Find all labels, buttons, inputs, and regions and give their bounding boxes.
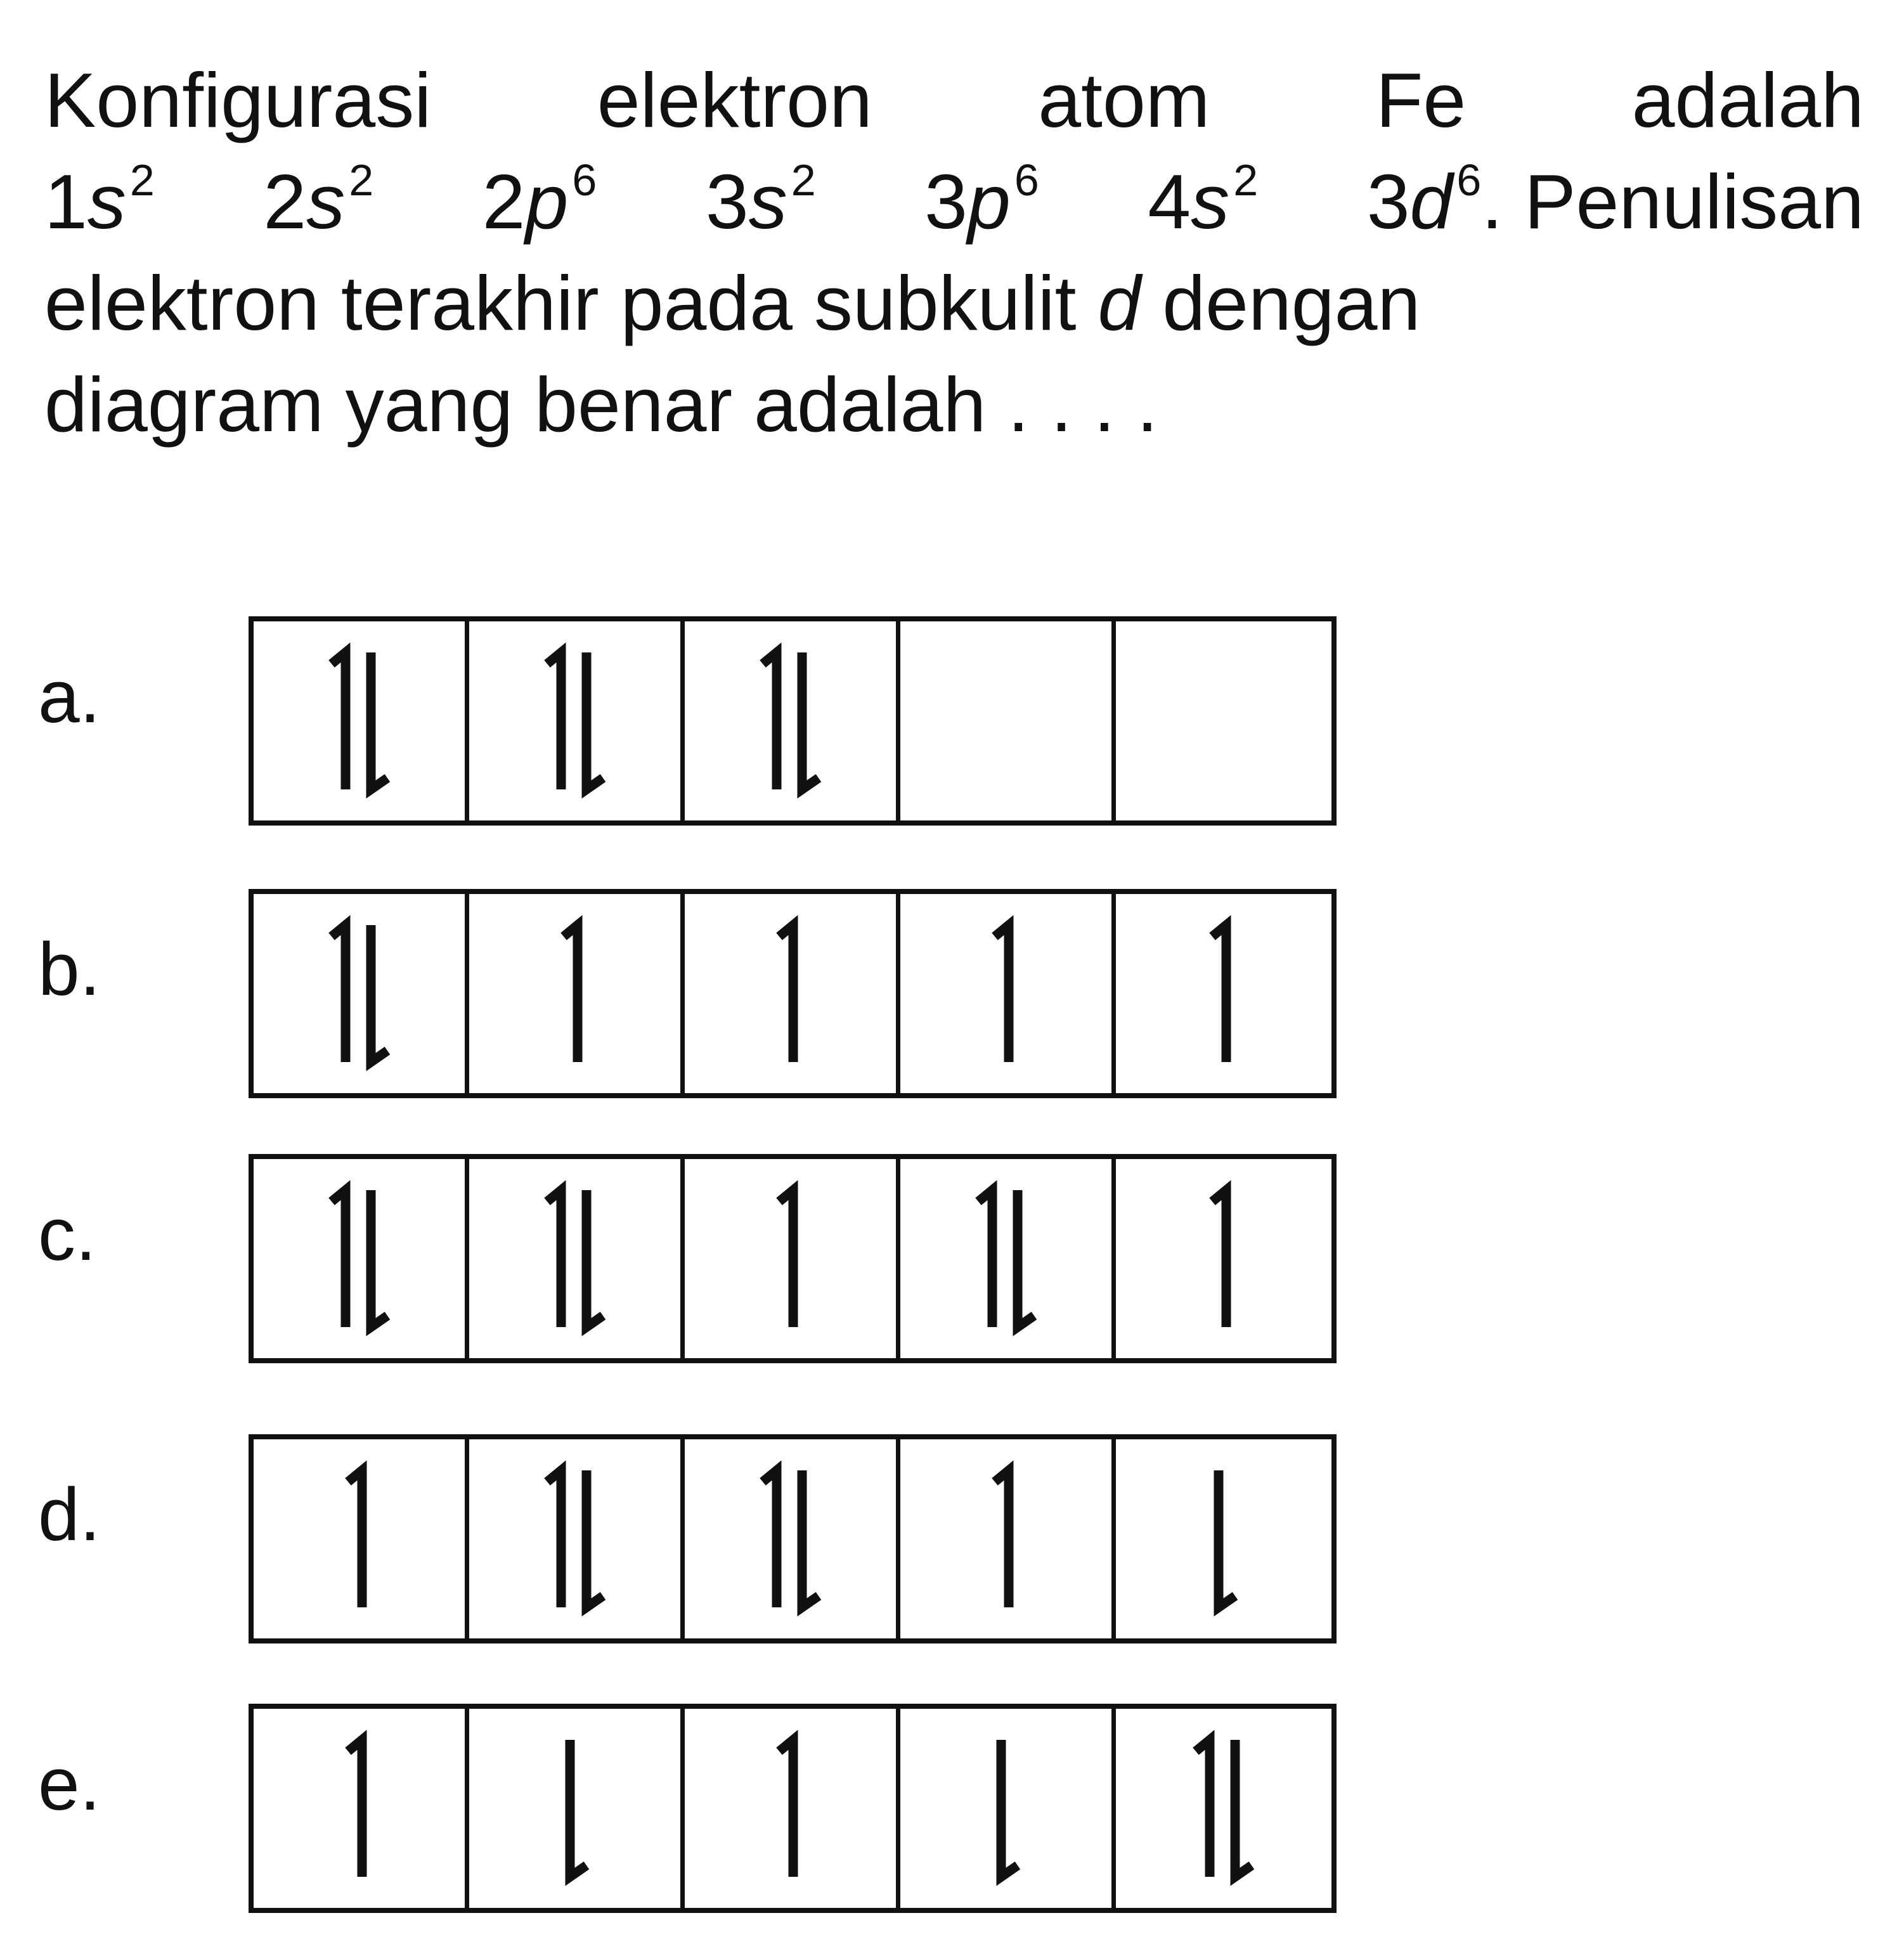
spin-up-arrow-icon bbox=[763, 652, 777, 789]
orbital-spin-icon bbox=[512, 1176, 638, 1341]
word: Konfigurasi bbox=[44, 57, 432, 143]
answer-option[interactable] bbox=[38, 1696, 1370, 1915]
orbital-box bbox=[254, 894, 469, 1093]
orbital-diagram bbox=[249, 1434, 1337, 1643]
orbital-box bbox=[1116, 894, 1331, 1093]
spin-up-arrow-icon bbox=[995, 1470, 1009, 1607]
spin-down-arrow-icon bbox=[586, 652, 603, 789]
orbital-box bbox=[900, 621, 1116, 820]
question-text bbox=[44, 49, 1864, 455]
orbital-box bbox=[469, 1439, 685, 1638]
config-term: $4s^2$ bbox=[1148, 155, 1259, 245]
orbital-box bbox=[469, 1709, 685, 1908]
orbital-box bbox=[685, 621, 900, 820]
electron-configuration bbox=[44, 151, 1864, 252]
spin-up-arrow-icon bbox=[1212, 1190, 1226, 1327]
spin-up-arrow-icon bbox=[348, 1470, 362, 1607]
spin-up-arrow-icon bbox=[779, 925, 793, 1062]
orbital-box bbox=[900, 1439, 1116, 1638]
spin-down-arrow-icon bbox=[802, 652, 819, 789]
spin-up-arrow-icon bbox=[995, 925, 1009, 1062]
orbital-box bbox=[1116, 1439, 1331, 1638]
config-term: $2p^6$ bbox=[482, 155, 597, 245]
orbital-spin-icon bbox=[943, 1726, 1070, 1891]
spin-down-arrow-icon bbox=[371, 925, 387, 1062]
orbital-spin-icon bbox=[727, 638, 854, 803]
orbital-box bbox=[900, 894, 1116, 1093]
orbital-box bbox=[254, 1439, 469, 1638]
option-label: a. bbox=[38, 655, 101, 739]
config-term: $1s^2$ bbox=[44, 155, 155, 245]
spin-up-arrow-icon bbox=[763, 1470, 777, 1607]
spin-down-arrow-icon bbox=[802, 1470, 819, 1607]
spin-up-arrow-icon bbox=[547, 1190, 561, 1327]
orbital-box bbox=[254, 621, 469, 820]
orbital-spin-icon bbox=[943, 911, 1070, 1076]
orbital-box bbox=[254, 1709, 469, 1908]
orbital-spin-icon bbox=[727, 1726, 854, 1891]
orbital-box bbox=[1116, 1709, 1331, 1908]
spin-down-arrow-icon bbox=[371, 652, 387, 789]
spin-up-arrow-icon bbox=[332, 652, 346, 789]
config-term: $3d^6$. Penulisan bbox=[1366, 155, 1864, 245]
orbital-spin-icon bbox=[727, 911, 854, 1076]
orbital-diagram bbox=[249, 1154, 1337, 1363]
orbital-spin-icon bbox=[296, 911, 423, 1076]
orbital-spin-icon bbox=[727, 1176, 854, 1341]
orbital-spin-icon bbox=[943, 638, 1070, 803]
orbital-spin-icon bbox=[1160, 1176, 1287, 1341]
orbital-diagram bbox=[249, 1704, 1337, 1913]
config-term: $3p^6$ bbox=[924, 155, 1039, 245]
spin-down-arrow-icon bbox=[1235, 1740, 1252, 1877]
spin-up-arrow-icon bbox=[564, 925, 578, 1062]
spin-up-arrow-icon bbox=[779, 1190, 793, 1327]
answer-option[interactable] bbox=[38, 881, 1370, 1101]
orbital-box bbox=[469, 621, 685, 820]
word: Fe bbox=[1375, 57, 1467, 143]
orbital-spin-icon bbox=[296, 1456, 423, 1621]
orbital-box bbox=[254, 1159, 469, 1358]
spin-up-arrow-icon bbox=[978, 1190, 992, 1327]
orbital-box bbox=[900, 1159, 1116, 1358]
orbital-box bbox=[469, 1159, 685, 1358]
spin-up-arrow-icon bbox=[348, 1740, 362, 1877]
option-label: d. bbox=[38, 1473, 101, 1557]
spin-up-arrow-icon bbox=[1212, 925, 1226, 1062]
spin-up-arrow-icon bbox=[1196, 1740, 1210, 1877]
orbital-spin-icon bbox=[512, 911, 638, 1076]
question-line-4: diagram yang benar adalah . . . . bbox=[44, 361, 1158, 448]
spin-down-arrow-icon bbox=[586, 1190, 603, 1327]
orbital-box bbox=[685, 1159, 900, 1358]
spin-down-arrow-icon bbox=[586, 1470, 603, 1607]
orbital-spin-icon bbox=[512, 1726, 638, 1891]
orbital-diagram bbox=[249, 616, 1337, 826]
option-label: e. bbox=[38, 1742, 101, 1826]
orbital-spin-icon bbox=[296, 638, 423, 803]
orbital-box bbox=[685, 894, 900, 1093]
orbital-box bbox=[685, 1709, 900, 1908]
question-line-1 bbox=[44, 49, 1864, 151]
word: atom bbox=[1038, 57, 1210, 143]
orbital-spin-icon bbox=[1160, 638, 1287, 803]
spin-up-arrow-icon bbox=[547, 1470, 561, 1607]
spin-down-arrow-icon bbox=[371, 1190, 387, 1327]
spin-up-arrow-icon bbox=[547, 652, 561, 789]
word: elektron bbox=[597, 57, 872, 143]
orbital-box bbox=[1116, 1159, 1331, 1358]
config-term: $2s^2$ bbox=[263, 155, 374, 245]
spin-down-arrow-icon bbox=[1219, 1470, 1235, 1607]
spin-up-arrow-icon bbox=[332, 1190, 346, 1327]
config-term: $3s^2$ bbox=[705, 155, 816, 245]
answer-option[interactable] bbox=[38, 1146, 1370, 1366]
orbital-box bbox=[900, 1709, 1116, 1908]
subshell-variable: d bbox=[1098, 260, 1141, 346]
orbital-spin-icon bbox=[727, 1456, 854, 1621]
orbital-spin-icon bbox=[512, 638, 638, 803]
option-label: c. bbox=[38, 1193, 96, 1276]
orbital-spin-icon bbox=[1160, 911, 1287, 1076]
spin-down-arrow-icon bbox=[1001, 1740, 1018, 1877]
orbital-spin-icon bbox=[1160, 1726, 1287, 1891]
answer-option[interactable] bbox=[38, 1427, 1370, 1646]
spin-down-arrow-icon bbox=[570, 1740, 586, 1877]
answer-option[interactable] bbox=[38, 609, 1370, 828]
spin-up-arrow-icon bbox=[332, 925, 346, 1062]
spin-up-arrow-icon bbox=[779, 1740, 793, 1877]
word: adalah bbox=[1631, 57, 1864, 143]
orbital-box bbox=[685, 1439, 900, 1638]
orbital-spin-icon bbox=[512, 1456, 638, 1621]
orbital-spin-icon bbox=[1160, 1456, 1287, 1621]
orbital-spin-icon bbox=[296, 1176, 423, 1341]
option-label: b. bbox=[38, 928, 101, 1011]
orbital-diagram bbox=[249, 889, 1337, 1098]
orbital-spin-icon bbox=[943, 1456, 1070, 1621]
orbital-box bbox=[469, 894, 685, 1093]
spin-down-arrow-icon bbox=[1018, 1190, 1034, 1327]
orbital-spin-icon bbox=[296, 1726, 423, 1891]
question-line-3: elektron terakhir pada subkulit d dengan bbox=[44, 260, 1421, 346]
orbital-box bbox=[1116, 621, 1331, 820]
orbital-spin-icon bbox=[943, 1176, 1070, 1341]
